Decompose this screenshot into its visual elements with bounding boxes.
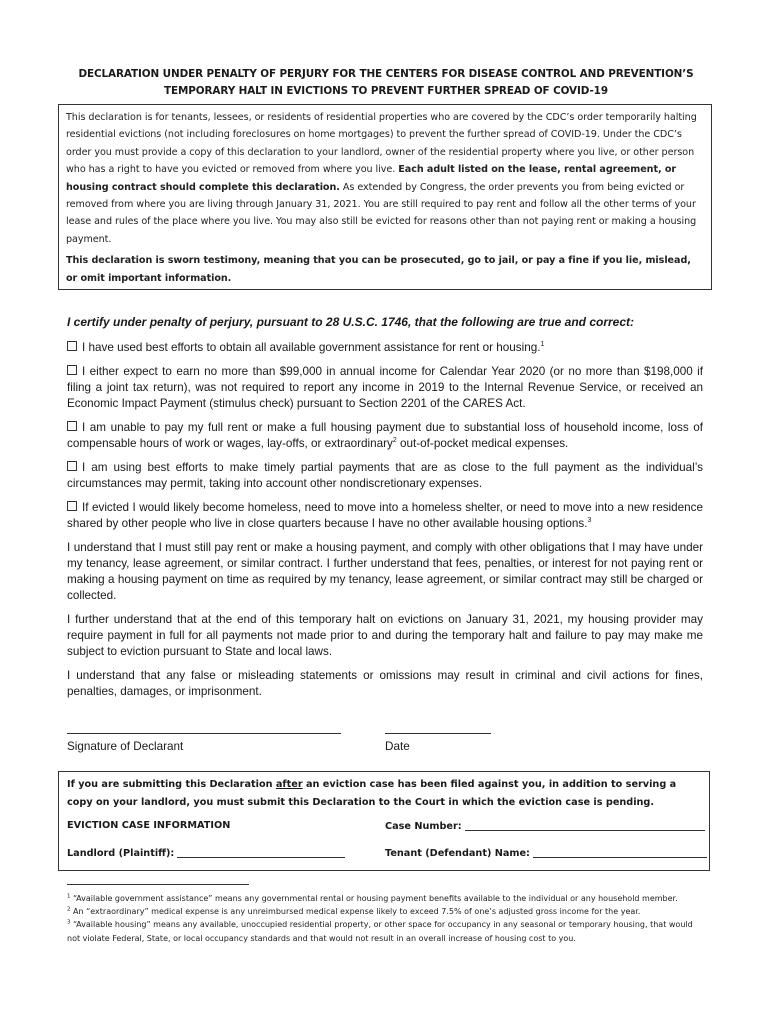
footnote-number: 2 (67, 906, 71, 913)
court-instructions (67, 776, 701, 812)
footnote-1 (67, 892, 697, 905)
case-number-input[interactable] (465, 820, 705, 831)
item-text: I have used best efforts to obtain all available government assistance for rent or housing. (82, 341, 541, 354)
checkbox[interactable] (67, 421, 77, 431)
case-number-label: Case Number: (385, 821, 462, 832)
footnote-3 (67, 918, 697, 944)
footnote-2 (67, 905, 697, 918)
paragraph-false-statements: I understand that any false or misleading statements or omissions may result in criminal and civil actions for fines, penalties, damages, or imprisonment. (67, 669, 703, 698)
footnote-ref: 3 (587, 517, 592, 525)
tenant-label: Tenant (Defendant) Name: (385, 848, 530, 859)
signature-label: Signature of Declarant (67, 740, 184, 753)
footnote-number: 3 (67, 919, 71, 926)
signature-line[interactable] (67, 733, 341, 734)
intro-paragraph (66, 109, 704, 248)
footnote-text: “Available housing” means any available, unoccupied residential property, or other space for occupancy in any seasonal or temporary housing, that would not violate Federal, State, or local occupancy standards and that would not result in an overall increase of housing cost to you. (67, 920, 693, 943)
item-text: I either expect to earn no more than $99,000 in annual income for Calendar Year 2020 (or no more than $198,000 if filing a joint tax return), was not required to report any income in 2019 to the Internal Revenue Service, or received an Economic Impact Payment (stimulus check) pursuant to Section 2201 of the CARES Act. (67, 365, 703, 410)
checkbox[interactable] (67, 365, 77, 375)
case-number-field (385, 820, 705, 832)
checkbox[interactable] (67, 341, 77, 351)
footnote-text: An “extraordinary” medical expense is any unreimbursed medical expense likely to exceed 7.5% of one’s adjusted gross income for the year. (70, 907, 641, 917)
title-line-2: TEMPORARY HALT IN EVICTIONS TO PREVENT FURTHER SPREAD OF COVID-19 (164, 85, 608, 97)
footnote-ref: 1 (540, 341, 545, 349)
date-label: Date (385, 740, 410, 753)
checkbox-item-income (67, 364, 703, 412)
intro-text-b: As extended by Congress, the order prevents you from being evicted or removed from where you are living through January 31, 2021. You are still required to pay rent and follow all the other terms of your lease and rules of the place where you live. You may also still be evicted for reasons other than not paying rent or making a housing payment. (66, 181, 697, 245)
checkbox-item-homeless (67, 500, 703, 532)
checkbox[interactable] (67, 501, 77, 511)
checkbox-item-assistance (67, 340, 703, 356)
checkbox-item-unable-to-pay (67, 420, 703, 452)
title-line-1: DECLARATION UNDER PENALTY OF PERJURY FOR THE CENTERS FOR DISEASE CONTROL AND PREVENTION’S (78, 68, 694, 80)
court-intro-b: an eviction case has been filed against you, in addition to serving a copy on your landlord, you must submit this Declaration to the Court in which the eviction case is pending. (67, 779, 677, 808)
item-text: I am using best efforts to make timely partial payments that are as close to the full payment as the individual’s circumstances may permit, taking into account other nondiscretionary expenses. (67, 461, 703, 490)
footnotes (67, 892, 697, 945)
landlord-field (67, 847, 345, 859)
court-submission-box (58, 771, 710, 871)
footnote-number: 1 (67, 893, 71, 900)
footnote-divider (67, 884, 249, 885)
main-body (67, 314, 703, 708)
intro-text-a: This declaration is for tenants, lessees, or residents of residential properties who are covered by the CDC’s order temporarily halting residential evictions (not including foreclosures on home mortgages) to prevent the further spread of COVID-19. Under the CDC’s order you must provide a copy of this declaration to your landlord, owner of the residential property where you live, or other person who has a right to have you evicted or removed from where you live. (66, 112, 697, 176)
tenant-field (385, 847, 707, 859)
date-line[interactable] (385, 733, 491, 734)
checkbox-item-partial-payments (67, 460, 703, 492)
sworn-warning-text: This declaration is sworn testimony, meaning that you can be prosecuted, go to jail, or pay a fine if you lie, mislead, or omit important information. (66, 255, 691, 284)
intro-text-bold: Each adult listed on the lease, rental agreement, or housing contract should complete this declaration. (66, 164, 677, 193)
landlord-label: Landlord (Plaintiff): (67, 848, 175, 859)
certify-statement: I certify under penalty of perjury, pursuant to 28 U.S.C. 1746, that the following are true and correct: (67, 315, 634, 329)
footnote-ref: 2 (392, 437, 397, 445)
paragraph-obligations: I understand that I must still pay rent or make a housing payment, and comply with other obligations that I may have under my tenancy, lease agreement, or similar contract. I further understand that fees, penalties, or interest for not paying rent or making a housing payment on time as required by my tenancy, lease agreement, or similar contract may still be charged or collected. (67, 541, 703, 602)
eviction-case-info-heading: EVICTION CASE INFORMATION (67, 820, 231, 831)
item-text: If evicted I would likely become homeless, need to move into a homeless shelter, or need to move into a new residence shared by other people who live in close quarters because I have no other available housing options. (67, 501, 703, 530)
landlord-input[interactable] (177, 847, 345, 858)
intro-box (58, 104, 712, 290)
document-title (56, 66, 716, 100)
court-intro-underlined: after (275, 779, 303, 790)
checkbox[interactable] (67, 461, 77, 471)
item-text: I am unable to pay my full rent or make a full housing payment due to substantial loss of household income, loss of compensable hours of work or wages, lay-offs, or extraordinary (67, 421, 703, 450)
paragraph-end-of-halt: I further understand that at the end of this temporary halt on evictions on January 31, 2021, my housing provider may require payment in full for all payments not made prior to and during the temporary halt and failure to pay may make me subject to eviction pursuant to State and local laws. (67, 613, 703, 658)
item-text-b: out-of-pocket medical expenses. (396, 437, 569, 450)
footnote-text: “Available government assistance” means any governmental rental or housing payment benefits available to the individual or any household member. (70, 894, 678, 903)
court-intro-a: If you are submitting this Declaration (67, 779, 276, 790)
tenant-input[interactable] (533, 847, 707, 858)
sworn-warning (66, 252, 704, 287)
